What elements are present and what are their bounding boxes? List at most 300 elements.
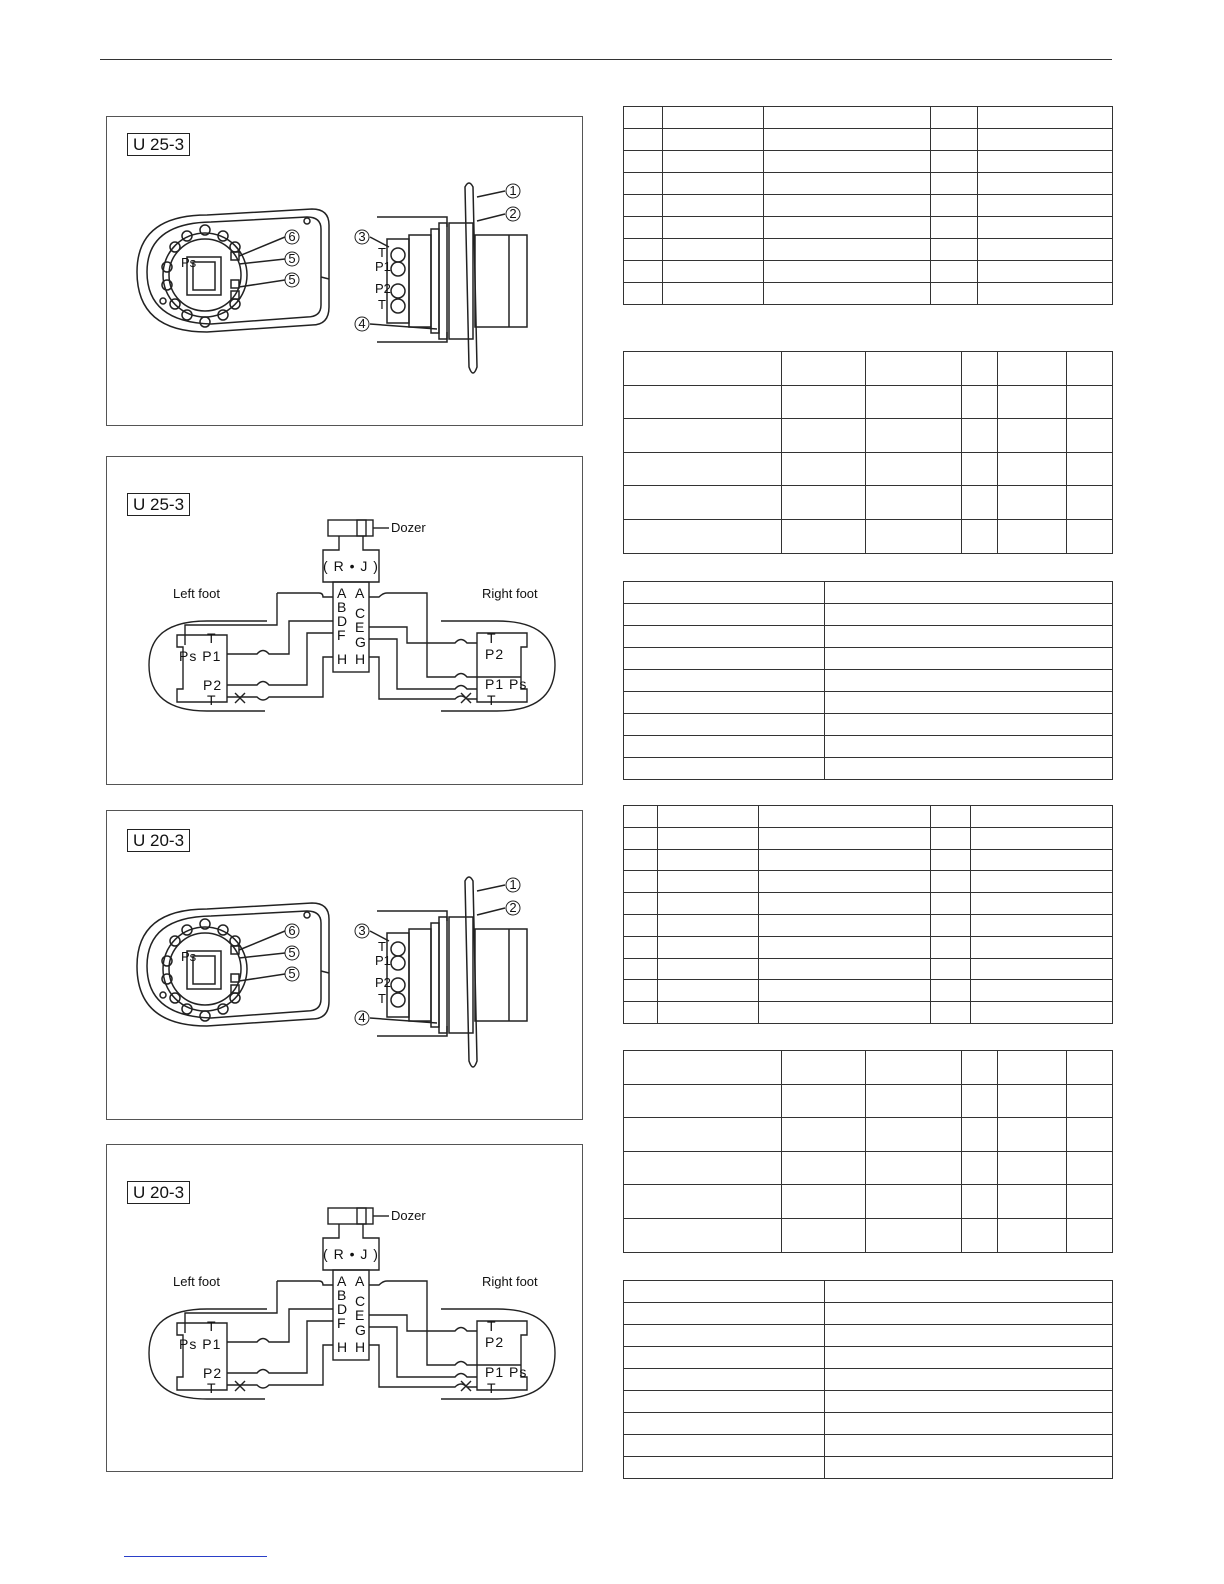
table-cell [978, 151, 1113, 173]
table-cell [624, 648, 825, 670]
table-row [624, 107, 1113, 129]
table-cell [1067, 519, 1113, 553]
table-cell [1067, 452, 1113, 486]
table-row [624, 283, 1113, 305]
model-tag: U 25-3 [127, 493, 190, 516]
table-row [624, 1118, 1113, 1152]
footer-link-underline [124, 1556, 267, 1557]
table-row [624, 239, 1113, 261]
table-cell [825, 714, 1113, 736]
table-cell [998, 419, 1067, 453]
joint-port-a-left: A [337, 1273, 348, 1289]
callout-5a: 5 [288, 251, 296, 266]
callout-2: 2 [509, 206, 517, 221]
table-cell [931, 806, 971, 828]
table-cell [624, 849, 658, 871]
table-cell [962, 385, 998, 419]
table-cell [825, 692, 1113, 714]
table-cell [759, 871, 931, 893]
table-cell [825, 1303, 1113, 1325]
table-cell [971, 849, 1113, 871]
table-row [624, 893, 1113, 915]
table-cell [764, 261, 931, 283]
table-row [624, 195, 1113, 217]
table-cell [866, 1218, 962, 1252]
table-cell [825, 1413, 1113, 1435]
table-cell [931, 827, 971, 849]
table-cell [962, 1185, 998, 1219]
table-cell [931, 107, 978, 129]
table-cell [764, 195, 931, 217]
table-cell [825, 582, 1113, 604]
table-cell [971, 893, 1113, 915]
table-cell [978, 239, 1113, 261]
table-row [624, 980, 1113, 1002]
table-row [624, 217, 1113, 239]
right-foot-label: Right foot [482, 1274, 538, 1289]
table-cell [866, 352, 962, 386]
right-port-t-bottom: T [487, 692, 497, 708]
table-cell [782, 1185, 866, 1219]
table-cell [624, 582, 825, 604]
port-label: P1 [375, 953, 391, 968]
table-cell [931, 936, 971, 958]
table-cell [825, 1391, 1113, 1413]
table-cell [971, 806, 1113, 828]
left-port-ps-p1: Ps P1 [179, 648, 222, 664]
table-cell [624, 758, 825, 780]
table-cell [782, 1218, 866, 1252]
table-cell [931, 195, 978, 217]
table-cell [624, 261, 663, 283]
table-cell [764, 239, 931, 261]
joint-port-g: G [355, 1322, 367, 1338]
table-cell [978, 129, 1113, 151]
table-cell [624, 195, 663, 217]
table-row [624, 1051, 1113, 1085]
table-row [624, 648, 1113, 670]
spec-table-5 [623, 1050, 1113, 1253]
spec-table-2 [623, 351, 1113, 554]
table-cell [624, 1281, 825, 1303]
table-cell [866, 1084, 962, 1118]
header-rule [100, 59, 1112, 60]
table-cell [998, 1118, 1067, 1152]
table-cell [825, 758, 1113, 780]
table-cell [624, 1391, 825, 1413]
table-cell [624, 1185, 782, 1219]
joint-port-c: C [355, 605, 367, 621]
table-cell [658, 827, 759, 849]
table-cell [866, 1151, 962, 1185]
table-cell [962, 1084, 998, 1118]
schematic-panel-u20 [106, 1144, 583, 1472]
table-cell [624, 1303, 825, 1325]
callout-3: 3 [358, 923, 366, 938]
table-cell [1067, 1218, 1113, 1252]
table-cell [624, 1435, 825, 1457]
table-cell [624, 385, 782, 419]
table-cell [825, 1281, 1113, 1303]
port-label: Ps [181, 255, 197, 270]
motor-drawing-panel-u20 [106, 810, 583, 1120]
left-foot-label: Left foot [173, 586, 220, 601]
table-cell [962, 1218, 998, 1252]
callout-1: 1 [509, 877, 517, 892]
right-port-p1-ps: P1 Ps [485, 1364, 528, 1380]
table-cell [759, 936, 931, 958]
table-cell [658, 914, 759, 936]
dozer-label: Dozer [391, 520, 426, 535]
table-cell [962, 486, 998, 520]
table-row [624, 604, 1113, 626]
table-row [624, 806, 1113, 828]
table-row [624, 827, 1113, 849]
table-row [624, 914, 1113, 936]
table-cell [782, 519, 866, 553]
table-cell [866, 519, 962, 553]
joint-port-h-right: H [355, 651, 367, 667]
right-port-p2: P2 [485, 646, 505, 662]
table-cell [759, 849, 931, 871]
joint-port-h-left: H [337, 651, 349, 667]
table-cell [624, 958, 658, 980]
table-cell [931, 849, 971, 871]
left-port-p2: P2 [203, 1365, 223, 1381]
table-cell [624, 1457, 825, 1479]
table-cell [866, 419, 962, 453]
port-label: P2 [375, 975, 391, 990]
table-cell [759, 958, 931, 980]
callout-3: 3 [358, 229, 366, 244]
table-row [624, 352, 1113, 386]
callout-5b: 5 [288, 966, 296, 981]
table-cell [998, 519, 1067, 553]
dozer-label: Dozer [391, 1208, 426, 1223]
table-cell [624, 129, 663, 151]
right-port-p2: P2 [485, 1334, 505, 1350]
table-row [624, 1391, 1113, 1413]
table-row [624, 736, 1113, 758]
table-row [624, 1218, 1113, 1252]
spec-table-6 [623, 1280, 1113, 1479]
motor-drawing-panel-u25 [106, 116, 583, 426]
table-cell [866, 486, 962, 520]
table-cell [624, 626, 825, 648]
right-foot-label: Right foot [482, 586, 538, 601]
table-row [624, 385, 1113, 419]
table-row [624, 452, 1113, 486]
table-cell [658, 1002, 759, 1024]
table-cell [624, 1084, 782, 1118]
table-cell [624, 1325, 825, 1347]
table-cell [825, 604, 1113, 626]
port-label: T [378, 939, 386, 954]
table-row [624, 1002, 1113, 1024]
table-cell [998, 486, 1067, 520]
table-row [624, 871, 1113, 893]
table-cell [624, 1369, 825, 1391]
table-cell [759, 1002, 931, 1024]
table-cell [782, 419, 866, 453]
right-port-p1-ps: P1 Ps [485, 676, 528, 692]
table-cell [931, 914, 971, 936]
table-cell [624, 1051, 782, 1085]
table-cell [764, 217, 931, 239]
table-cell [931, 893, 971, 915]
model-tag: U 20-3 [127, 829, 190, 852]
table-cell [624, 604, 825, 626]
table-row [624, 1084, 1113, 1118]
table-cell [866, 385, 962, 419]
table-cell [962, 419, 998, 453]
table-cell [764, 107, 931, 129]
table-cell [998, 1151, 1067, 1185]
table-row [624, 849, 1113, 871]
table-cell [663, 173, 764, 195]
table-row [624, 1325, 1113, 1347]
callout-4: 4 [358, 1010, 366, 1025]
table-cell [931, 217, 978, 239]
hydraulic-schematic [107, 1145, 584, 1473]
table-cell [998, 1185, 1067, 1219]
table-row [624, 1457, 1113, 1479]
table-cell [624, 936, 658, 958]
table-cell [658, 980, 759, 1002]
table-cell [971, 871, 1113, 893]
left-port-ps-p1: Ps P1 [179, 1336, 222, 1352]
table-cell [764, 129, 931, 151]
table-row [624, 1347, 1113, 1369]
hydraulic-schematic [107, 457, 584, 786]
table-cell [624, 670, 825, 692]
table-cell [624, 151, 663, 173]
table-cell [759, 893, 931, 915]
motor-drawing [107, 811, 584, 1121]
table-cell [962, 352, 998, 386]
joint-port-e: E [355, 619, 366, 635]
callout-1: 1 [509, 183, 517, 198]
table-cell [971, 958, 1113, 980]
table-cell [998, 1051, 1067, 1085]
table-cell [663, 217, 764, 239]
table-row [624, 1369, 1113, 1391]
table-cell [825, 1347, 1113, 1369]
port-label: T [378, 297, 386, 312]
table-cell [931, 173, 978, 195]
callout-5b: 5 [288, 272, 296, 287]
table-cell [624, 217, 663, 239]
table-cell [931, 871, 971, 893]
table-cell [624, 1218, 782, 1252]
table-row [624, 261, 1113, 283]
table-cell [978, 283, 1113, 305]
table-cell [663, 151, 764, 173]
table-cell [971, 914, 1113, 936]
table-cell [998, 452, 1067, 486]
callout-5a: 5 [288, 945, 296, 960]
left-port-t: T [207, 630, 217, 646]
port-label: T [378, 991, 386, 1006]
table-cell [624, 736, 825, 758]
table-row [624, 692, 1113, 714]
table-cell [759, 980, 931, 1002]
table-row [624, 582, 1113, 604]
table-cell [962, 1118, 998, 1152]
table-cell [624, 692, 825, 714]
callout-2: 2 [509, 900, 517, 915]
table-cell [931, 980, 971, 1002]
table-row [624, 1185, 1113, 1219]
joint-port-h-right: H [355, 1339, 367, 1355]
table-cell [931, 283, 978, 305]
table-cell [624, 486, 782, 520]
table-cell [998, 352, 1067, 386]
table-cell [1067, 1084, 1113, 1118]
table-cell [825, 626, 1113, 648]
joint-port-e: E [355, 1307, 366, 1323]
callout-6: 6 [288, 923, 296, 938]
table-cell [998, 1218, 1067, 1252]
table-cell [624, 871, 658, 893]
table-cell [624, 1151, 782, 1185]
table-cell [866, 1118, 962, 1152]
table-cell [624, 714, 825, 736]
model-tag: U 20-3 [127, 1181, 190, 1204]
table-cell [764, 283, 931, 305]
joint-port-g: G [355, 634, 367, 650]
table-cell [663, 239, 764, 261]
table-cell [931, 129, 978, 151]
table-cell [658, 936, 759, 958]
table-cell [825, 1325, 1113, 1347]
left-foot-label: Left foot [173, 1274, 220, 1289]
table-cell [931, 1002, 971, 1024]
table-cell [978, 261, 1113, 283]
table-row [624, 1281, 1113, 1303]
joint-port-a-right: A [355, 585, 366, 601]
table-cell [624, 1347, 825, 1369]
table-cell [962, 519, 998, 553]
table-row [624, 519, 1113, 553]
table-cell [1067, 1151, 1113, 1185]
left-port-p2: P2 [203, 677, 223, 693]
left-port-t: T [207, 1318, 217, 1334]
table-cell [1067, 385, 1113, 419]
table-cell [759, 806, 931, 828]
table-cell [962, 452, 998, 486]
joint-port-d: D [337, 613, 349, 629]
table-cell [825, 1369, 1113, 1391]
table-cell [624, 1002, 658, 1024]
table-cell [624, 893, 658, 915]
table-cell [658, 849, 759, 871]
table-cell [624, 107, 663, 129]
table-row [624, 626, 1113, 648]
spec-table-3 [623, 581, 1113, 780]
table-cell [624, 914, 658, 936]
joint-port-c: C [355, 1293, 367, 1309]
table-cell [978, 173, 1113, 195]
right-port-t: T [487, 1318, 497, 1334]
table-row [624, 173, 1113, 195]
table-cell [998, 385, 1067, 419]
table-cell [624, 806, 658, 828]
table-cell [658, 871, 759, 893]
table-cell [1067, 419, 1113, 453]
schematic-panel-u25 [106, 456, 583, 785]
table-cell [825, 648, 1113, 670]
table-cell [663, 261, 764, 283]
table-cell [624, 1118, 782, 1152]
table-row [624, 758, 1113, 780]
port-label: Ps [181, 949, 197, 964]
table-row [624, 1303, 1113, 1325]
table-cell [663, 107, 764, 129]
table-cell [782, 352, 866, 386]
table-cell [663, 283, 764, 305]
table-cell [658, 806, 759, 828]
table-cell [971, 827, 1113, 849]
table-cell [962, 1051, 998, 1085]
model-tag: U 25-3 [127, 133, 190, 156]
table-cell [624, 827, 658, 849]
table-cell [782, 486, 866, 520]
table-cell [782, 385, 866, 419]
table-cell [1067, 486, 1113, 520]
table-cell [624, 283, 663, 305]
table-cell [825, 670, 1113, 692]
joint-port-b: B [337, 1287, 348, 1303]
table-row [624, 714, 1113, 736]
table-row [624, 670, 1113, 692]
joint-port-a-right: A [355, 1273, 366, 1289]
left-port-t-bottom: T [207, 1380, 217, 1396]
table-cell [971, 1002, 1113, 1024]
table-cell [978, 217, 1113, 239]
table-cell [931, 958, 971, 980]
port-label: P1 [375, 259, 391, 274]
table-cell [624, 452, 782, 486]
table-cell [825, 736, 1113, 758]
table-cell [624, 173, 663, 195]
spec-table-4 [623, 805, 1113, 1024]
table-cell [971, 980, 1113, 1002]
table-cell [1067, 1185, 1113, 1219]
table-cell [764, 151, 931, 173]
table-cell [764, 173, 931, 195]
port-label: P2 [375, 281, 391, 296]
table-row [624, 486, 1113, 520]
table-cell [931, 239, 978, 261]
table-cell [998, 1084, 1067, 1118]
motor-drawing [107, 117, 584, 427]
table-row [624, 1413, 1113, 1435]
joint-port-d: D [337, 1301, 349, 1317]
table-cell [931, 151, 978, 173]
table-row [624, 936, 1113, 958]
table-row [624, 958, 1113, 980]
table-cell [624, 1413, 825, 1435]
table-cell [759, 914, 931, 936]
table-cell [782, 1151, 866, 1185]
table-cell [782, 452, 866, 486]
table-cell [759, 827, 931, 849]
left-port-t-bottom: T [207, 692, 217, 708]
joint-label: ( R • J ) [323, 558, 379, 574]
table-row [624, 419, 1113, 453]
right-port-t-bottom: T [487, 1380, 497, 1396]
